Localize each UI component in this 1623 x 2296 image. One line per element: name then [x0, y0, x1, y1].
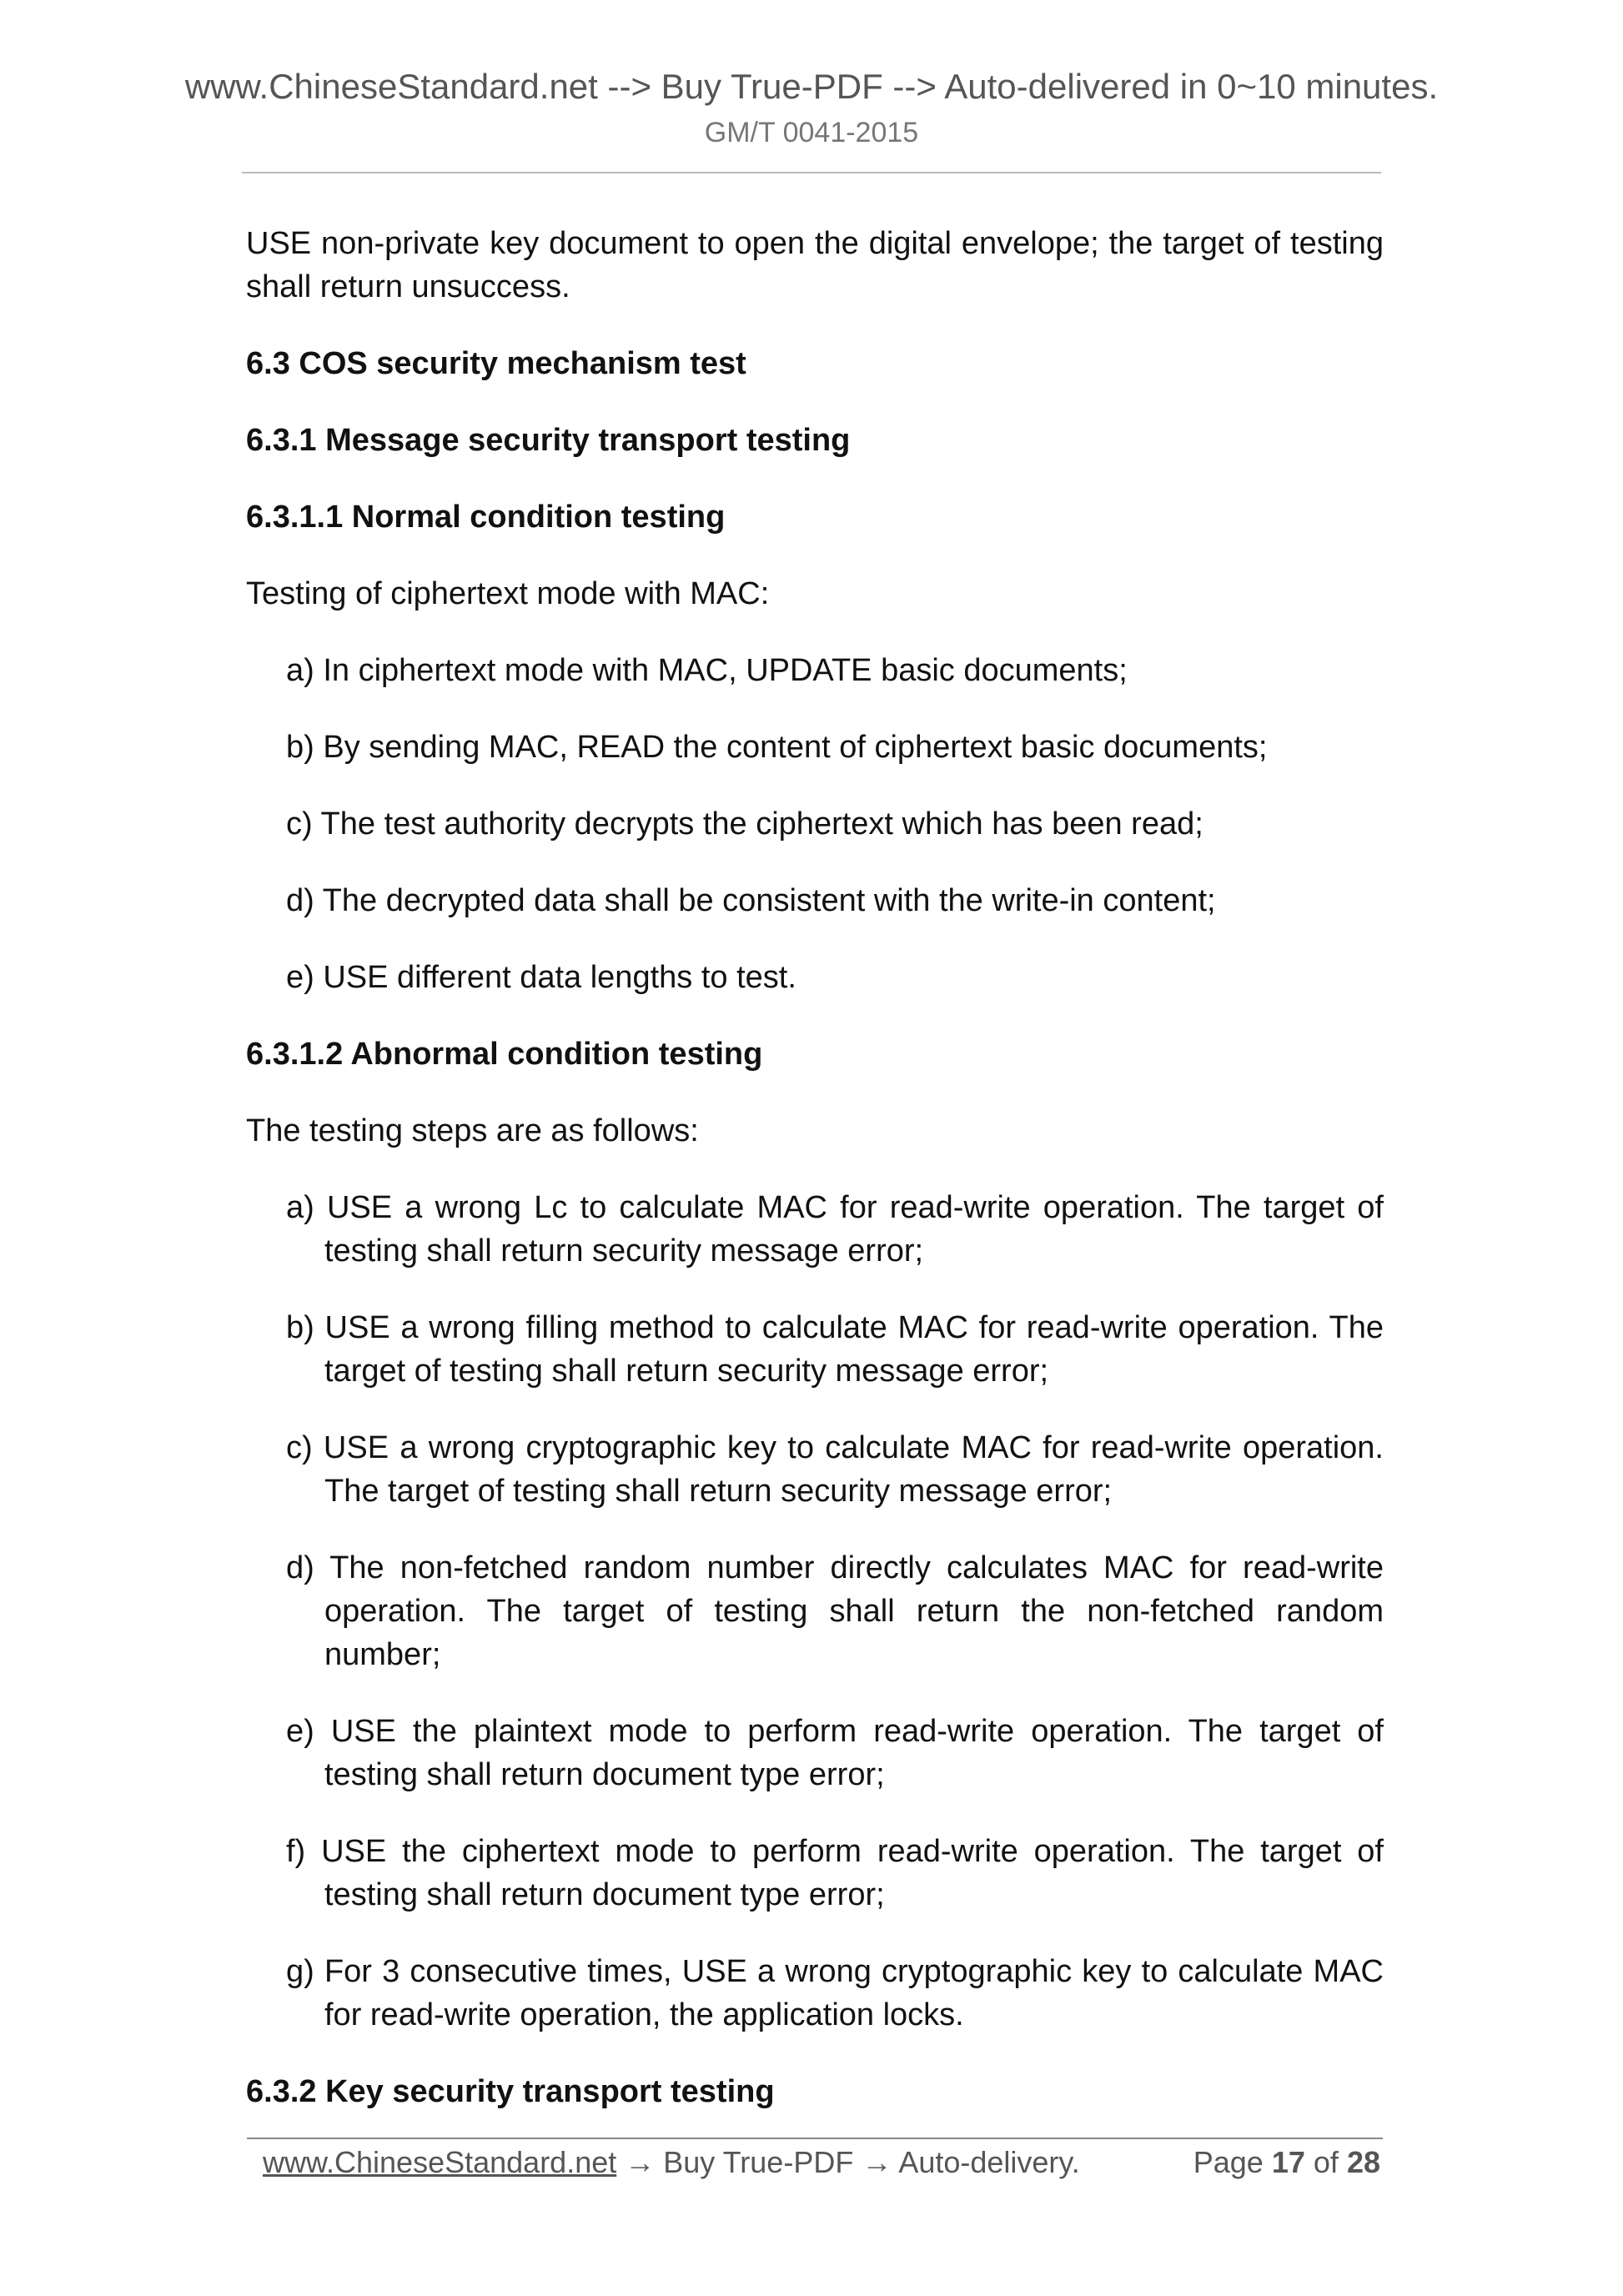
heading-6-3: 6.3 COS security mechanism test [246, 346, 746, 381]
footer-tagline: → Buy True-PDF → Auto-delivery. [616, 2145, 1080, 2179]
footer [263, 2140, 1380, 2185]
standard-code: GM/T 0041-2015 [704, 117, 919, 148]
abnormal-intro: The testing steps are as follows: [246, 1113, 699, 1148]
list-item: d) The decrypted data shall be consistent with the write-in content; [286, 883, 1216, 918]
list-item: d) The non-fetched random number directly calculates MAC for read-write operation. The target of testing shall return the non-fetched random number; [286, 1550, 1384, 1672]
normal-intro: Testing of ciphertext mode with MAC: [246, 576, 770, 611]
heading-6-3-1: 6.3.1 Message security transport testing [246, 423, 851, 458]
list-item: g) For 3 consecutive times, USE a wrong cryptographic key to calculate MAC for read-write operation, the application locks. [286, 1954, 1384, 2032]
page-word: Page [1193, 2145, 1264, 2179]
header-divider [242, 172, 1381, 173]
page-indicator [1193, 2140, 1380, 2185]
list-item: c) USE a wrong cryptographic key to calculate MAC for read-write operation. The target of testing shall return security message error; [286, 1430, 1384, 1509]
page-total: 28 [1346, 2145, 1380, 2179]
list-item: f) USE the ciphertext mode to perform read-write operation. The target of testing shall return document type error; [286, 1834, 1384, 1912]
intro-paragraph: USE non-private key document to open the digital envelope; the target of testing shall return unsuccess. [246, 226, 1384, 304]
list-item: e) USE the plaintext mode to perform read-write operation. The target of testing shall return document type error; [286, 1714, 1384, 1792]
heading-6-3-2: 6.3.2 Key security transport testing [246, 2074, 775, 2109]
list-item: b) By sending MAC, READ the content of ciphertext basic documents; [286, 730, 1268, 765]
list-item: a) USE a wrong Lc to calculate MAC for read-write operation. The target of testing shall return security message error; [286, 1190, 1384, 1269]
footer-site-link[interactable]: www.ChineseStandard.net [263, 2145, 617, 2179]
header-banner: www.ChineseStandard.net --> Buy True-PDF --> Auto-delivered in 0~10 minutes. [184, 67, 1439, 106]
list-item: c) The test authority decrypts the ciphertext which has been read; [286, 806, 1203, 842]
list-item: b) USE a wrong filling method to calculate MAC for read-write operation. The target of testing shall return security message error; [286, 1310, 1384, 1389]
heading-6-3-1-2: 6.3.1.2 Abnormal condition testing [246, 1037, 763, 1072]
of-word: of [1313, 2145, 1339, 2179]
page-body [246, 222, 1384, 2147]
list-item: a) In ciphertext mode with MAC, UPDATE basic documents; [286, 653, 1128, 688]
list-item: e) USE different data lengths to test. [286, 960, 796, 995]
heading-6-3-1-1: 6.3.1.1 Normal condition testing [246, 500, 726, 535]
footer-divider [247, 2138, 1383, 2139]
page-number: 17 [1271, 2145, 1305, 2179]
